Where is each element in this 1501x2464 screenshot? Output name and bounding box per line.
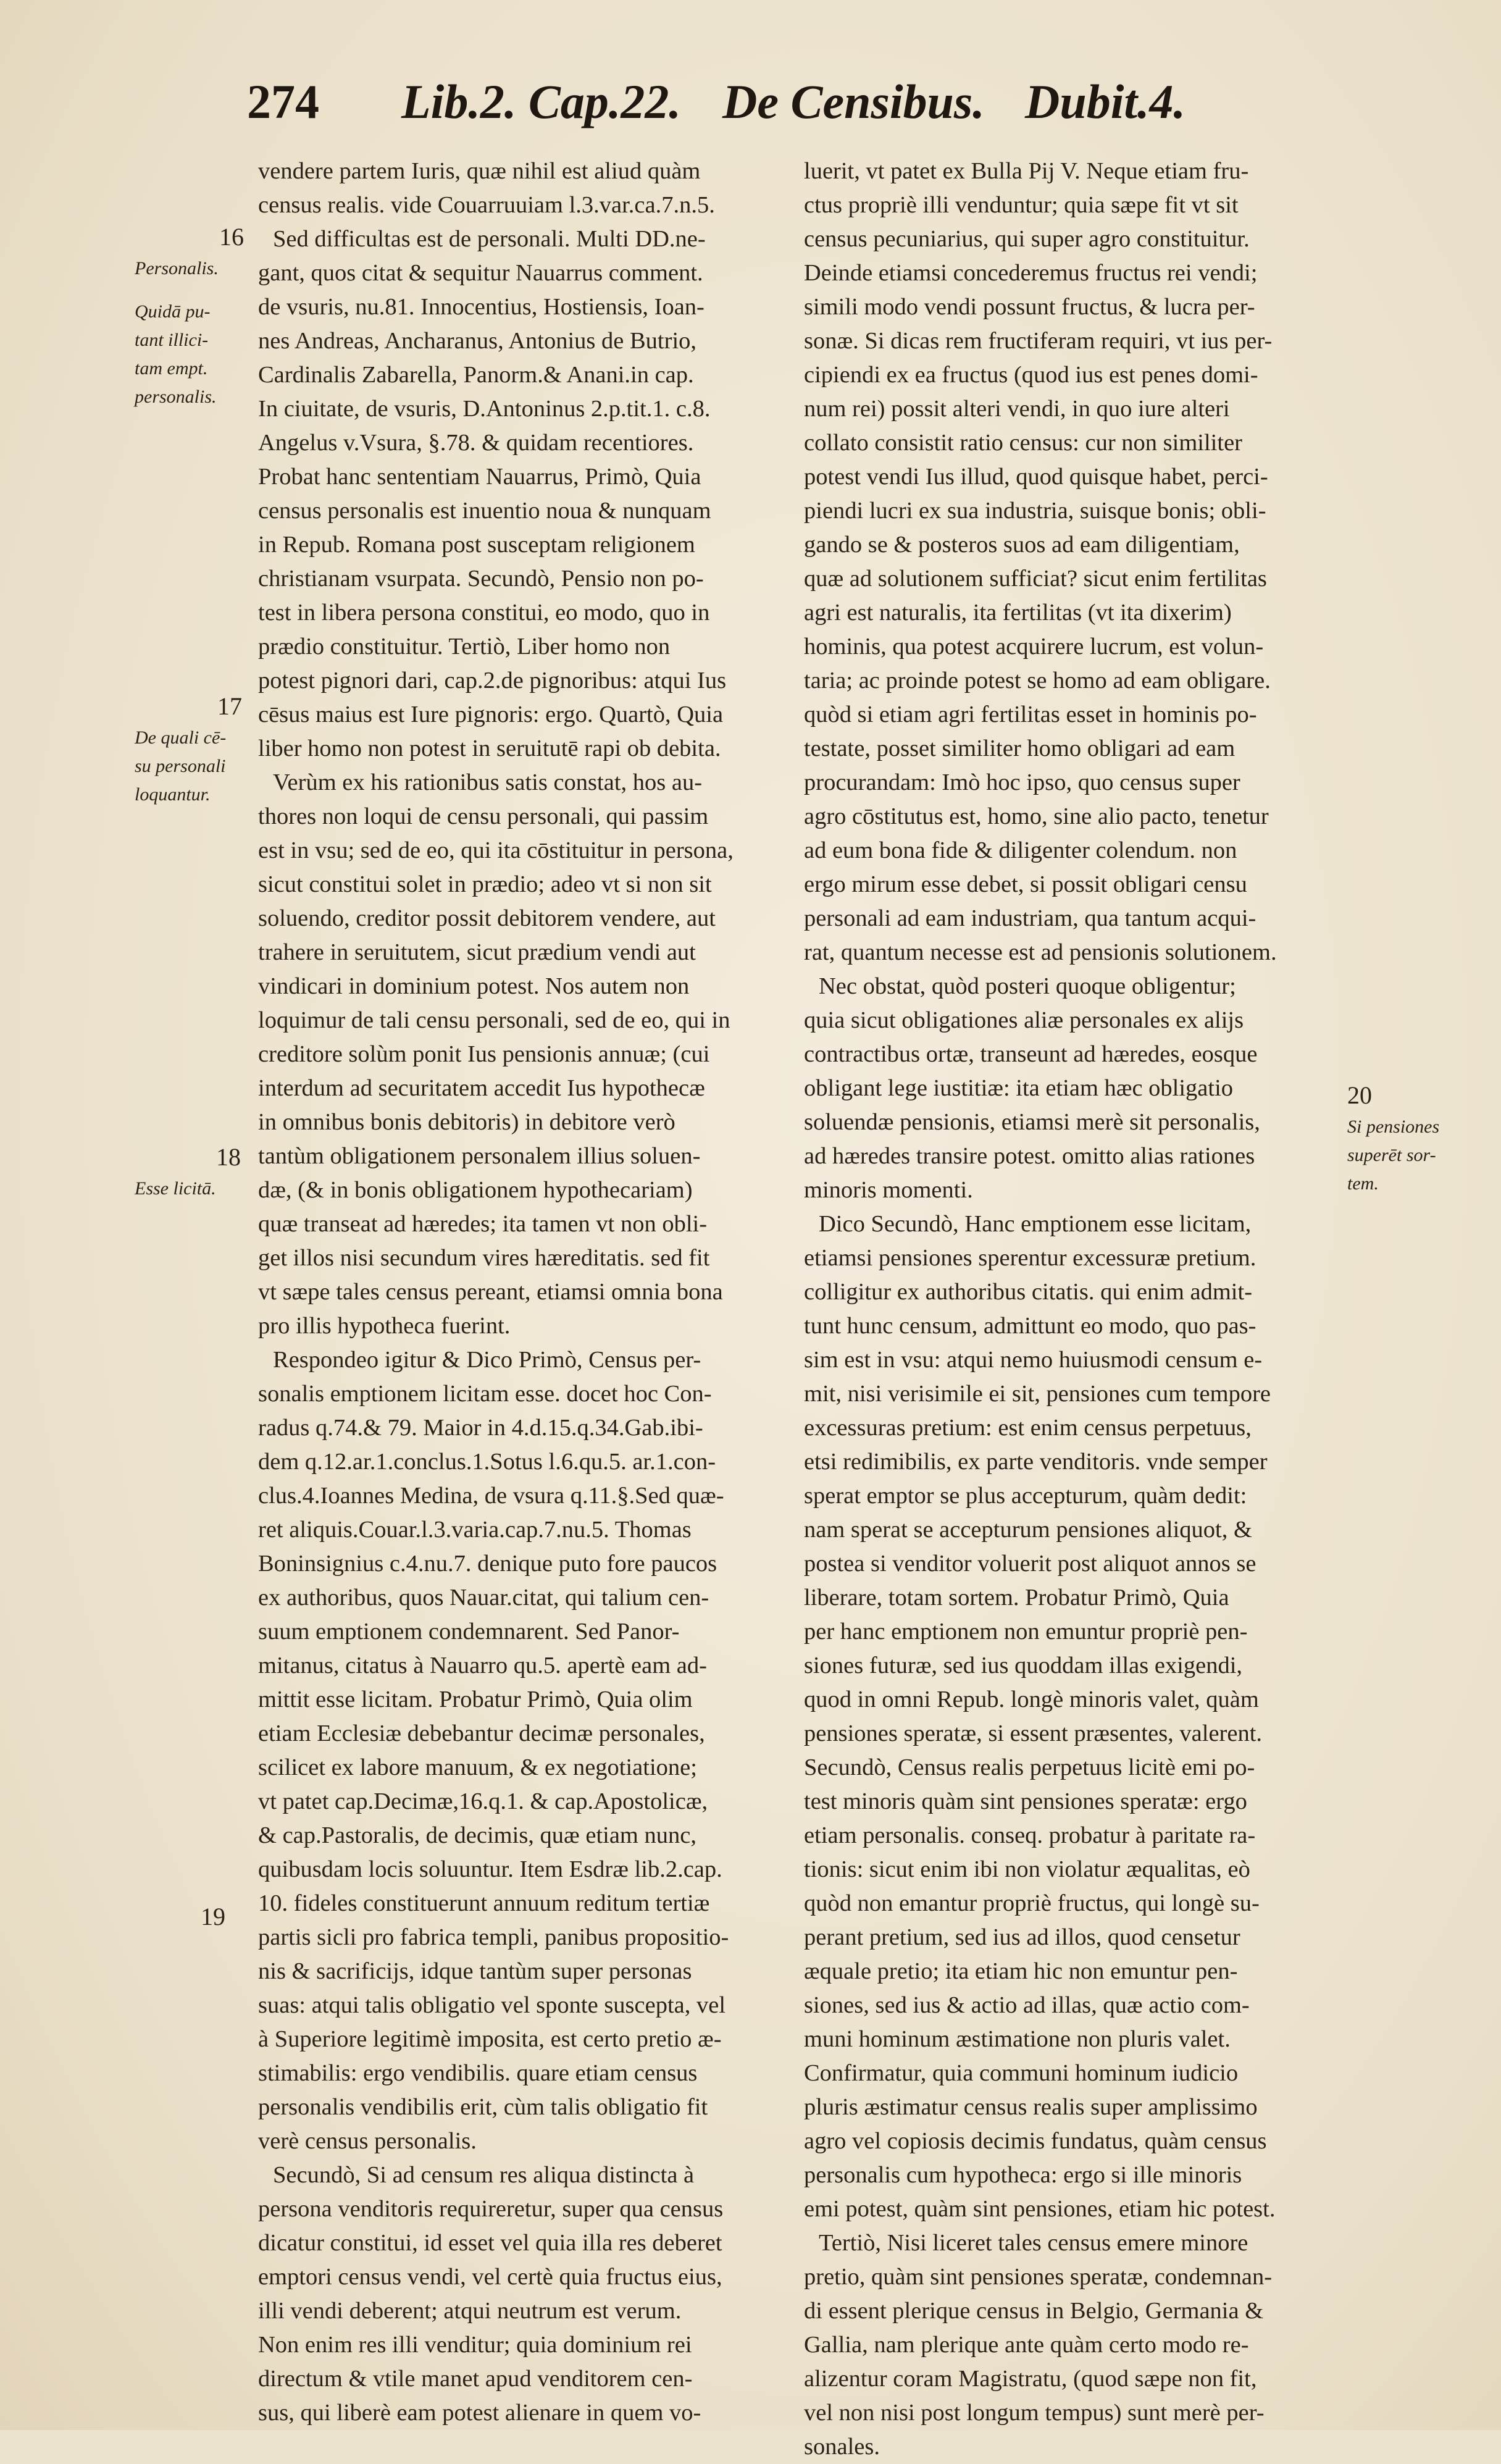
- text-line: 10. fideles constituerunt annuum reditum tertiæ: [258, 1890, 710, 1916]
- text-line: mit, nisi verisimile ei sit, pensiones cum tempore: [804, 1381, 1271, 1407]
- text-line: Tertiò, Nisi liceret tales census emere minore: [819, 2230, 1248, 2256]
- text-line: Angelus v.Vsura, §.78. & quidam recentiores.: [258, 430, 694, 456]
- text-line: liber homo non potest in seruitutē rapi ob debita.: [258, 735, 721, 761]
- text-line: Respondeo igitur & Dico Primò, Census per-: [273, 1347, 701, 1373]
- text-line: & cap.Pastoralis, de decimis, quæ etiam nunc,: [258, 1822, 696, 1848]
- text-line: nis & sacrificijs, idque tantùm super personas: [258, 1958, 692, 1984]
- text-line: hominis, qua potest acquirere lucrum, est volun-: [804, 634, 1264, 660]
- text-line: personali ad eam industriam, qua tantum acqui-: [804, 905, 1256, 931]
- text-line: Boninsignius c.4.nu.7. denique puto fore paucos: [258, 1551, 717, 1577]
- text-line: vindicari in dominium potest. Nos autem non: [258, 973, 690, 999]
- text-line: Deinde etiamsi concederemus fructus rei vendi;: [804, 260, 1258, 286]
- text-line: potest vendi Ius illud, quod quisque habet, perci-: [804, 464, 1268, 490]
- margin-note-line: personalis.: [135, 387, 217, 407]
- text-line: sperat emptor se plus accepturum, quàm dedit:: [804, 1483, 1247, 1509]
- text-line: nes Andreas, Ancharanus, Antonius de Butrio,: [258, 328, 697, 354]
- margin-note-line: De quali cē-: [135, 727, 227, 748]
- text-line: vendere partem Iuris, quæ nihil est aliud quàm: [258, 158, 701, 184]
- text-line: cēsus maius est Iure pignoris: ergo. Quartò, Quia: [258, 702, 724, 727]
- text-line: collato consistit ratio census: cur non similiter: [804, 430, 1242, 456]
- text-line: etiam Ecclesiæ debebantur decimæ personales,: [258, 1720, 705, 1746]
- margin-note-line: Si pensiones: [1347, 1117, 1440, 1137]
- text-line: get illos nisi secundum vires hæreditatis. sed fit: [258, 1245, 710, 1271]
- margin-note-line: Esse licitā.: [135, 1178, 216, 1199]
- text-line: rat, quantum necesse est ad pensionis solutionem.: [804, 939, 1277, 965]
- text-line: Secundò, Census realis perpetuus licitè emi po-: [804, 1754, 1255, 1780]
- text-line: ad eum bona fide & diligenter colendum. non: [804, 837, 1237, 863]
- margin-note-line: Personalis.: [135, 258, 219, 279]
- text-line: muni hominum æstimatione non pluris valet.: [804, 2026, 1231, 2052]
- text-line: siones, sed ius & actio ad illas, quæ actio com-: [804, 1992, 1250, 2018]
- text-line: suas: atqui talis obligatio vel sponte suscepta, vel: [258, 1992, 726, 2018]
- text-line: dæ, (& in bonis obligationem hypothecariam): [258, 1177, 693, 1203]
- text-line: pro illis hypotheca fuerint.: [258, 1313, 511, 1339]
- text-line: Verùm ex his rationibus satis constat, hos au-: [273, 769, 703, 795]
- text-line: ergo mirum esse debet, si possit obligari censu: [804, 871, 1247, 897]
- text-line: personalis cum hypotheca: ergo si ille minoris: [804, 2162, 1242, 2188]
- text-line: interdum ad securitatem accedit Ius hypothecæ: [258, 1075, 705, 1101]
- book-chapter-label: Lib.2. Cap.22.: [401, 75, 681, 128]
- text-line: Probat hanc sententiam Nauarrus, Primò, Quia: [258, 464, 701, 490]
- margin-note: [135, 724, 226, 809]
- margin-note: [135, 254, 219, 411]
- text-line: nam sperat se accepturum pensiones aliquot, &: [804, 1517, 1252, 1543]
- margin-number: 19: [201, 1903, 225, 1930]
- text-line: pensiones speratæ, si essent præsentes, valerent.: [804, 1720, 1263, 1746]
- text-line: verè census personalis.: [258, 2128, 477, 2154]
- text-line: de vsuris, nu.81. Innocentius, Hostiensis, Ioan-: [258, 294, 705, 320]
- text-line: ad hæredes transire potest. omitto alias rationes: [804, 1143, 1255, 1169]
- text-line: est in vsu; sed de eo, qui ita cōstituitur in persona,: [258, 837, 734, 863]
- text-line: sus, qui liberè eam potest alienare in quem vo-: [258, 2400, 701, 2426]
- text-line: Secundò, Si ad censum res aliqua distincta à: [273, 2162, 695, 2188]
- text-line: Dico Secundò, Hanc emptionem esse licitam,: [819, 1211, 1252, 1237]
- text-line: dicatur constitui, id esset vel quia illa res deberet: [258, 2230, 722, 2256]
- text-line: quibusdam locis soluuntur. Item Esdræ lib.2.cap.: [258, 1856, 722, 1882]
- text-line: directum & vtile manet apud venditorem cen-: [258, 2366, 693, 2392]
- text-line: minoris momenti.: [804, 1177, 973, 1203]
- text-line: gando se & posteros suos ad eam diligentiam,: [804, 532, 1240, 558]
- text-line: postea si venditor voluerit post aliquot annos se: [804, 1551, 1256, 1577]
- margin-note-line: tem.: [1347, 1173, 1379, 1194]
- text-line: agro vel copiosis decimis fundatus, quàm census: [804, 2128, 1267, 2154]
- margin-note-line: Quidā pu-: [135, 301, 211, 322]
- text-line: ctus propriè illi venduntur; quia sæpe fit vt sit: [804, 192, 1239, 218]
- text-line: cipiendi ex ea fructus (quod ius est penes domi-: [804, 362, 1258, 388]
- text-line: sonæ. Si dicas rem fructiferam requiri, vt ius per-: [804, 328, 1273, 354]
- text-line: simili modo vendi possunt fructus, & lucra per-: [804, 294, 1255, 320]
- text-line: à Superiore legitimè imposita, est certo pretio æ-: [258, 2026, 722, 2052]
- margin-number: 17: [217, 692, 242, 720]
- text-line: census realis. vide Couarruuiam l.3.var.ca.7.n.5.: [258, 192, 715, 218]
- text-line: etsi redimibilis, ex parte venditoris. vnde semper: [804, 1449, 1268, 1475]
- text-line: trahere in seruitutem, sicut prædium vendi aut: [258, 939, 696, 965]
- text-line: tantùm obligationem personalem illius soluen-: [258, 1143, 701, 1169]
- dubit-label: Dubit.4.: [1025, 75, 1186, 128]
- text-line: suum emptionem condemnarent. Sed Panor-: [258, 1619, 680, 1645]
- margin-note-line: su personali: [135, 756, 226, 776]
- text-line: mittit esse licitam. Probatur Primò, Quia olim: [258, 1687, 693, 1712]
- text-line: potest pignori dari, cap.2.de pignoribus: atqui Ius: [258, 668, 727, 694]
- text-line: loquimur de tali censu personali, sed de eo, qui in: [258, 1007, 730, 1033]
- text-line: quòd non emantur propriè fructus, qui longè su-: [804, 1890, 1260, 1916]
- text-line: per hanc emptionem non emuntur propriè pen-: [804, 1619, 1248, 1645]
- text-line: prædio constituitur. Tertiò, Liber homo non: [258, 634, 671, 660]
- text-line: quod in omni Repub. longè minoris valet, quàm: [804, 1687, 1259, 1712]
- text-line: test in libera persona constitui, eo modo, quo in: [258, 600, 710, 626]
- margin-note: [1347, 1113, 1439, 1198]
- text-line: census pecuniarius, qui super agro constituitur.: [804, 226, 1250, 252]
- text-line: obligant lege iustitiæ: ita etiam hæc obligatio: [804, 1075, 1234, 1101]
- text-line: vt patet cap.Decimæ,16.q.1. & cap.Apostolicæ,: [258, 1788, 708, 1814]
- text-line: quòd si etiam agri fertilitas esset in hominis po-: [804, 702, 1257, 727]
- text-line: creditore solùm ponit Ius pensionis annuæ; (cui: [258, 1041, 710, 1067]
- text-line: procurandam: Imò hoc ipso, quo census super: [804, 769, 1240, 795]
- text-line: quæ transeat ad hæredes; ita tamen vt non obli-: [258, 1211, 708, 1237]
- text-line: emptori census vendi, vel certè quia fructus eius,: [258, 2264, 722, 2290]
- text-line: scilicet ex labore manuum, & ex negotiatione;: [258, 1754, 697, 1780]
- text-line: æquale pretio; ita etiam hic non emuntur pen-: [804, 1958, 1238, 1984]
- text-line: alizentur coram Magistratu, (quod sæpe non fit,: [804, 2366, 1257, 2392]
- text-line: ex authoribus, quos Nauar.citat, qui talium cen-: [258, 1585, 709, 1611]
- text-line: pluris æstimatur census realis super amplissimo: [804, 2094, 1258, 2120]
- text-line: etiamsi pensiones sperentur excessuræ pretium.: [804, 1245, 1256, 1271]
- text-line: thores non loqui de censu personali, qui passim: [258, 803, 709, 829]
- text-line: perant pretium, sed ius ad illos, quod censetur: [804, 1924, 1240, 1950]
- margin-number: 16: [219, 223, 244, 251]
- margin-number: 18: [216, 1143, 241, 1171]
- text-line: Non enim res illi venditur; quia dominium rei: [258, 2332, 692, 2358]
- text-line: dem q.12.ar.1.conclus.1.Sotus l.6.qu.5. ar.1.con-: [258, 1449, 716, 1475]
- text-line: in omnibus bonis debitoris) in debitore verò: [258, 1109, 675, 1135]
- text-line: testate, posset similiter homo obligari ad eam: [804, 735, 1236, 761]
- text-line: tionis: sicut enim ibi non violatur æqualitas, eò: [804, 1856, 1250, 1882]
- text-line: Cardinalis Zabarella, Panorm.& Anani.in cap.: [258, 362, 694, 388]
- right-text-column: [804, 154, 1341, 2464]
- text-line: mitanus, citatus à Nauarro qu.5. apertè eam ad-: [258, 1653, 707, 1678]
- margin-note-line: tam empt.: [135, 358, 208, 379]
- text-line: contractibus ortæ, transeunt ad hæredes, eosque: [804, 1041, 1258, 1067]
- text-line: taria; ac proinde potest se homo ad eam obligare.: [804, 668, 1271, 694]
- text-line: soluendo, creditor possit debitorem vendere, aut: [258, 905, 716, 931]
- text-line: tunt hunc censum, admittunt eo modo, quo pas-: [804, 1313, 1256, 1339]
- text-line: sicut constitui solet in prædio; adeo vt si non sit: [258, 871, 712, 897]
- text-line: christianam vsurpata. Secundò, Pensio non po-: [258, 566, 704, 592]
- text-line: sonales.: [804, 2434, 880, 2460]
- text-line: luerit, vt patet ex Bulla Pij V. Neque etiam fru-: [804, 158, 1249, 184]
- text-line: Sed difficultas est de personali. Multi DD.ne-: [273, 226, 706, 252]
- text-line: pretio, quàm sint pensiones speratæ, condemnan-: [804, 2264, 1273, 2290]
- margin-number: 20: [1347, 1081, 1372, 1109]
- text-line: clus.4.Ioannes Medina, de vsura q.11.§.Sed quæ-: [258, 1483, 724, 1509]
- text-line: radus q.74.& 79. Maior in 4.d.15.q.34.Gab.ibi-: [258, 1415, 703, 1441]
- text-line: sonalis emptionem licitam esse. docet hoc Con-: [258, 1381, 712, 1407]
- text-line: gant, quos citat & sequitur Nauarrus comment.: [258, 260, 703, 286]
- page-number: 274: [247, 75, 319, 128]
- text-line: sim est in vsu: atqui nemo huiusmodi censum e-: [804, 1347, 1263, 1373]
- text-line: in Repub. Romana post susceptam religionem: [258, 532, 695, 558]
- text-line: personalis vendibilis erit, cùm talis obligatio fit: [258, 2094, 708, 2120]
- margin-note-line: superēt sor-: [1347, 1145, 1436, 1165]
- text-line: liberare, totam sortem. Probatur Primò, Quia: [804, 1585, 1229, 1611]
- text-line: etiam personalis. conseq. probatur à paritate ra-: [804, 1822, 1256, 1848]
- text-line: quia sicut obligationes aliæ personales ex alijs: [804, 1007, 1244, 1033]
- text-line: excessuras pretium: est enim census perpetuus,: [804, 1415, 1252, 1441]
- margin-note-line: loquantur.: [135, 784, 211, 805]
- text-line: ret aliquis.Couar.l.3.varia.cap.7.nu.5. Thomas: [258, 1517, 692, 1543]
- margin-note-line: tant illici-: [135, 330, 209, 350]
- left-text-column: [258, 154, 795, 2430]
- text-line: di essent plerique census in Belgio, Germania &: [804, 2298, 1264, 2324]
- text-line: soluendæ pensionis, etiamsi merè sit personalis,: [804, 1109, 1260, 1135]
- text-line: stimabilis: ergo vendibilis. quare etiam census: [258, 2060, 698, 2086]
- text-line: piendi lucri ex sua industria, suisque bonis; obli-: [804, 498, 1266, 524]
- section-title: De Censibus.: [722, 75, 985, 128]
- text-line: colligitur ex authoribus citatis. qui enim admit-: [804, 1279, 1253, 1305]
- running-header: [247, 74, 1445, 142]
- text-line: siones futuræ, sed ius quoddam illas exigendi,: [804, 1653, 1243, 1678]
- margin-note: [135, 1175, 216, 1203]
- text-line: partis sicli pro fabrica templi, panibus propositio-: [258, 1924, 729, 1950]
- text-line: persona venditoris requireretur, super qua census: [258, 2196, 724, 2222]
- text-line: num rei) possit alteri vendi, in quo iure alteri: [804, 396, 1230, 422]
- text-line: Nec obstat, quòd posteri quoque obligentur;: [819, 973, 1236, 999]
- text-line: In ciuitate, de vsuris, D.Antoninus 2.p.tit.1. c.8.: [258, 396, 711, 422]
- text-line: vt sæpe tales census pereant, etiamsi omnia bona: [258, 1279, 723, 1305]
- text-line: agro cōstitutus est, homo, sine alio pacto, tenetur: [804, 803, 1269, 829]
- text-line: test minoris quàm sint pensiones speratæ: ergo: [804, 1788, 1247, 1814]
- text-line: illi vendi deberent; atqui neutrum est verum.: [258, 2298, 682, 2324]
- text-line: agri est naturalis, ita fertilitas (vt ita dixerim): [804, 600, 1232, 626]
- text-line: Confirmatur, quia communi hominum iudicio: [804, 2060, 1239, 2086]
- text-line: emi potest, quàm sint pensiones, etiam hic potest.: [804, 2196, 1276, 2222]
- text-line: Gallia, nam plerique ante quàm certo modo re-: [804, 2332, 1249, 2358]
- text-line: quæ ad solutionem sufficiat? sicut enim fertilitas: [804, 566, 1267, 592]
- text-line: vel non nisi post longum tempus) sunt merè per-: [804, 2400, 1265, 2426]
- text-line: census personalis est inuentio noua & nunquam: [258, 498, 711, 524]
